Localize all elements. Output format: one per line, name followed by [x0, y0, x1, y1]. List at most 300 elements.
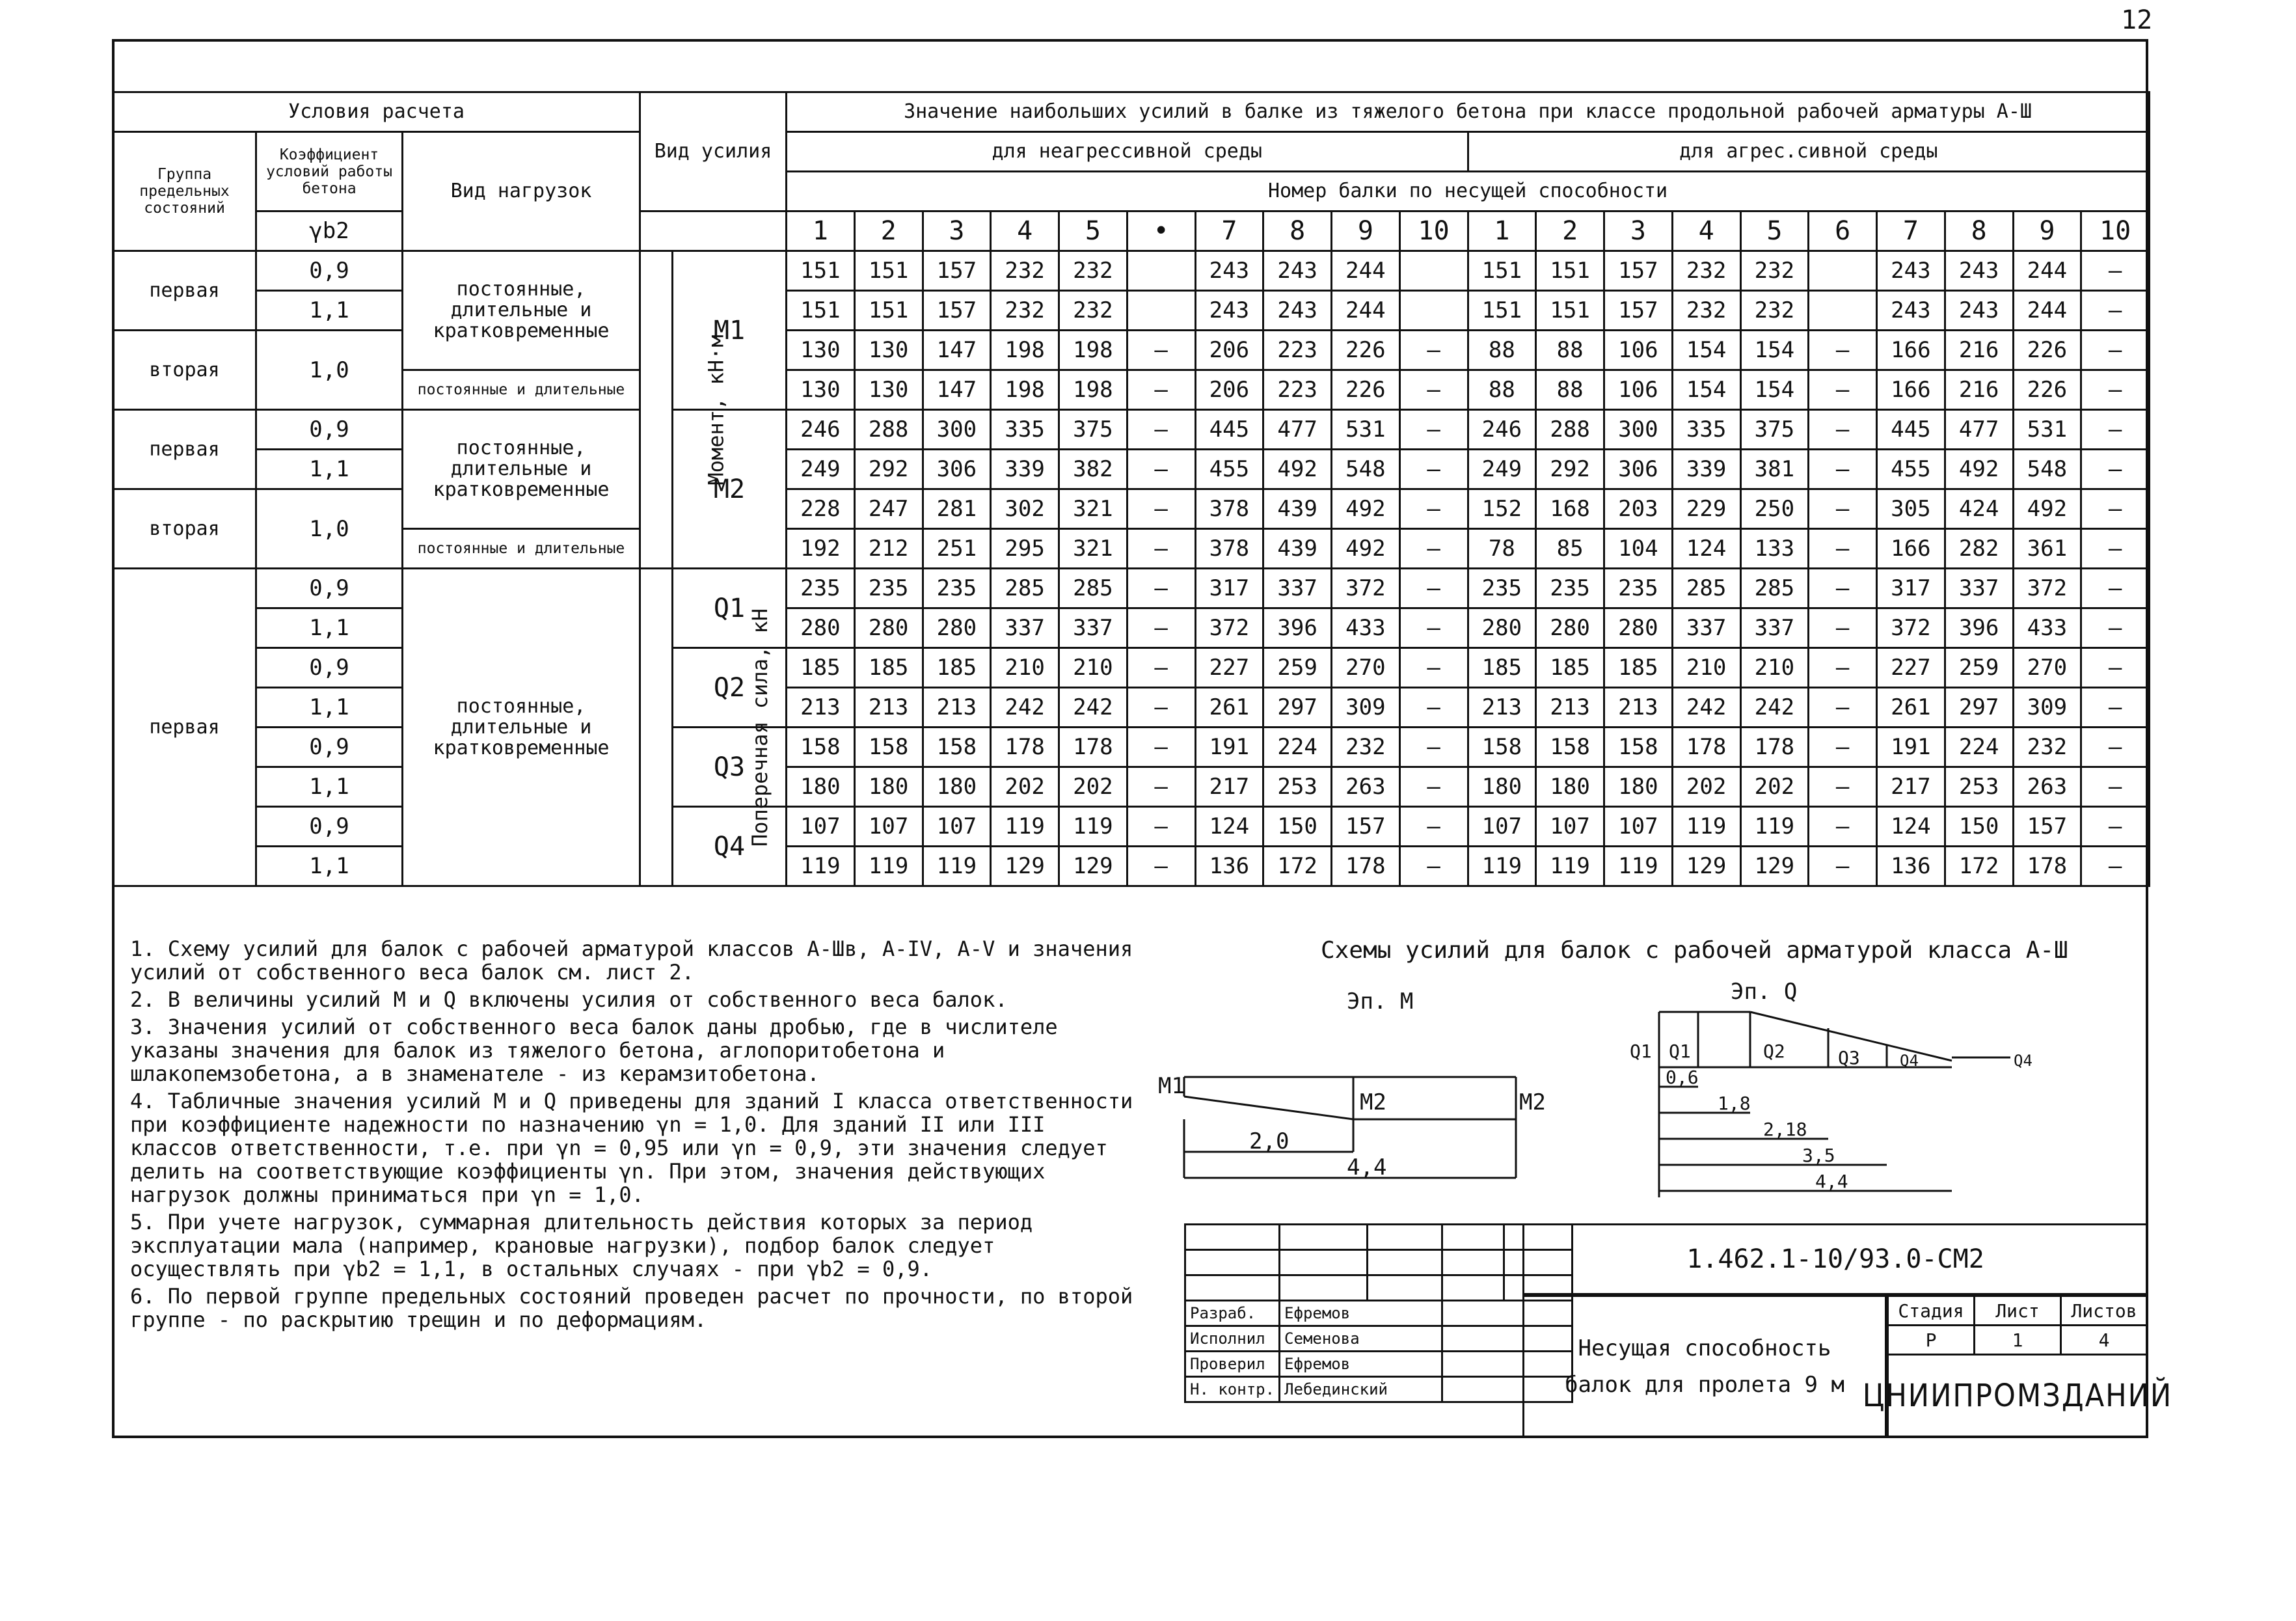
- value-cell-na: 158: [923, 728, 991, 767]
- value-cell-ag: 232: [2013, 728, 2081, 767]
- value-cell-ag: 292: [1536, 450, 1604, 489]
- value-cell-na: 119: [991, 807, 1059, 847]
- value-cell-na: —: [1127, 569, 1195, 608]
- sheet-header: Лист: [1975, 1296, 2061, 1326]
- blank-cell: [640, 211, 787, 251]
- value-cell-ag: —: [1809, 688, 1877, 728]
- value-cell-ag: 88: [1536, 331, 1604, 370]
- coef-cell: 0,9: [256, 728, 403, 767]
- value-cell-ag: —: [2081, 331, 2150, 370]
- value-cell-na: 206: [1195, 331, 1263, 370]
- ep-q-label: Эп. Q: [1731, 979, 1798, 1005]
- value-cell-ag: 178: [1740, 728, 1809, 767]
- value-cell-ag: 106: [1604, 370, 1673, 410]
- value-cell-ag: —: [2081, 608, 2150, 648]
- value-cell-na: [1399, 251, 1468, 291]
- value-cell-na: 270: [1332, 648, 1400, 688]
- value-cell-ag: 261: [1877, 688, 1945, 728]
- coef-cell: 1,1: [256, 847, 403, 886]
- value-cell-na: —: [1399, 410, 1468, 450]
- q-label-4: Q3: [1838, 1047, 1860, 1069]
- force-symbol: Q2: [673, 648, 787, 728]
- coef-cell: 0,9: [256, 410, 403, 450]
- ep-m-label: Эп. М: [1347, 988, 1414, 1015]
- value-cell-na: 300: [923, 410, 991, 450]
- value-cell-ag: 88: [1468, 370, 1536, 410]
- value-cell-ag: 477: [1945, 410, 2013, 450]
- table-row: [113, 569, 2150, 608]
- beam-number-na: 3: [923, 211, 991, 251]
- value-cell-na: 372: [1332, 569, 1400, 608]
- value-cell-ag: 372: [1877, 608, 1945, 648]
- value-cell-na: 337: [991, 608, 1059, 648]
- group-cell: вторая: [113, 489, 256, 569]
- value-cell-na: 107: [923, 807, 991, 847]
- value-cell-ag: —: [2081, 529, 2150, 569]
- value-cell-na: 232: [1332, 728, 1400, 767]
- value-cell-na: —: [1127, 728, 1195, 767]
- value-cell-na: 129: [991, 847, 1059, 886]
- value-cell-ag: 133: [1740, 529, 1809, 569]
- table-row: [113, 529, 2150, 569]
- value-cell-na: —: [1399, 529, 1468, 569]
- value-cell-ag: —: [1809, 529, 1877, 569]
- load-type-header: Вид нагрузок: [403, 132, 640, 251]
- table-row: [113, 410, 2150, 450]
- value-cell-na: 217: [1195, 767, 1263, 807]
- value-cell-ag: 270: [2013, 648, 2081, 688]
- value-cell-ag: 104: [1604, 529, 1673, 569]
- value-cell-na: 212: [854, 529, 923, 569]
- value-cell-ag: 151: [1536, 291, 1604, 331]
- value-cell-na: 295: [991, 529, 1059, 569]
- value-cell-ag: 158: [1468, 728, 1536, 767]
- value-cell-na: 261: [1195, 688, 1263, 728]
- value-cell-na: —: [1127, 767, 1195, 807]
- value-cell-na: 244: [1332, 251, 1400, 291]
- value-cell-na: 455: [1195, 450, 1263, 489]
- value-cell-ag: —: [1809, 807, 1877, 847]
- group-cell: первая: [113, 410, 256, 489]
- value-cell-na: 198: [1059, 331, 1128, 370]
- beam-number-na: 2: [854, 211, 923, 251]
- value-cell-na: 213: [787, 688, 855, 728]
- value-cell-ag: 455: [1877, 450, 1945, 489]
- value-cell-ag: 224: [1945, 728, 2013, 767]
- value-cell-ag: 246: [1468, 410, 1536, 450]
- force-symbol: M2: [673, 410, 787, 569]
- value-cell-ag: 119: [1536, 847, 1604, 886]
- value-cell-na: 129: [1059, 847, 1128, 886]
- value-cell-ag: 157: [2013, 807, 2081, 847]
- beam-number-ag: 9: [2013, 211, 2081, 251]
- value-cell-na: 158: [787, 728, 855, 767]
- sheet-title-line-1: Несущая способность: [1578, 1335, 1831, 1361]
- value-cell-ag: 168: [1536, 489, 1604, 529]
- value-cell-na: —: [1399, 450, 1468, 489]
- value-cell-ag: 210: [1740, 648, 1809, 688]
- value-cell-ag: 210: [1672, 648, 1740, 688]
- value-cell-na: 124: [1195, 807, 1263, 847]
- value-cell-ag: 180: [1536, 767, 1604, 807]
- value-cell-ag: 154: [1740, 370, 1809, 410]
- load-type-cell: постоянные, длительные и кратковременные: [403, 410, 640, 529]
- dim-q-2: 1,8: [1718, 1093, 1751, 1114]
- value-cell-na: 339: [991, 450, 1059, 489]
- stage-header: Стадия: [1888, 1296, 1975, 1326]
- value-cell-ag: 226: [2013, 331, 2081, 370]
- coef-cell: 0,9: [256, 648, 403, 688]
- value-cell-na: 213: [854, 688, 923, 728]
- q-label-3: Q2: [1763, 1041, 1785, 1062]
- value-cell-ag: 158: [1604, 728, 1673, 767]
- coef-header: Коэффициент условий работы бетона: [256, 132, 403, 211]
- value-cell-na: 247: [854, 489, 923, 529]
- name-1: Ефремов: [1280, 1301, 1442, 1326]
- value-cell-ag: 106: [1604, 331, 1673, 370]
- value-cell-ag: —: [1809, 648, 1877, 688]
- value-cell-ag: 280: [1468, 608, 1536, 648]
- value-cell-ag: 232: [1672, 251, 1740, 291]
- value-cell-ag: —: [2081, 370, 2150, 410]
- value-cell-na: 210: [991, 648, 1059, 688]
- value-cell-na: 191: [1195, 728, 1263, 767]
- value-cell-na: 157: [923, 251, 991, 291]
- value-cell-na: 492: [1263, 450, 1332, 489]
- value-cell-ag: 317: [1877, 569, 1945, 608]
- value-cell-na: 192: [787, 529, 855, 569]
- name-2: Семенова: [1280, 1326, 1442, 1352]
- value-cell-ag: 227: [1877, 648, 1945, 688]
- value-cell-na: 226: [1332, 370, 1400, 410]
- value-cell-na: 396: [1263, 608, 1332, 648]
- group-cell: вторая: [113, 331, 256, 410]
- value-cell-na: 297: [1263, 688, 1332, 728]
- value-cell-na: 321: [1059, 489, 1128, 529]
- value-cell-na: —: [1399, 728, 1468, 767]
- value-cell-na: 172: [1263, 847, 1332, 886]
- value-cell-ag: 375: [1740, 410, 1809, 450]
- value-cell-na: 157: [923, 291, 991, 331]
- sheet-number: 12: [2121, 5, 2153, 35]
- value-cell-na: 198: [991, 331, 1059, 370]
- value-cell-na: 548: [1332, 450, 1400, 489]
- value-cell-na: 210: [1059, 648, 1128, 688]
- value-cell-ag: 297: [1945, 688, 2013, 728]
- value-cell-ag: —: [2081, 569, 2150, 608]
- value-cell-na: 285: [1059, 569, 1128, 608]
- value-cell-na: —: [1399, 608, 1468, 648]
- role-2: Исполнил: [1185, 1326, 1280, 1352]
- value-cell-na: —: [1399, 370, 1468, 410]
- value-cell-ag: —: [1809, 489, 1877, 529]
- value-cell-ag: 85: [1536, 529, 1604, 569]
- value-cell-ag: 337: [1740, 608, 1809, 648]
- value-cell-ag: 339: [1672, 450, 1740, 489]
- value-cell-ag: —: [2081, 688, 2150, 728]
- value-cell-na: 280: [923, 608, 991, 648]
- beam-number-na: 4: [991, 211, 1059, 251]
- name-3: Ефремов: [1280, 1352, 1442, 1377]
- beam-number-na: 5: [1059, 211, 1128, 251]
- value-cell-na: —: [1127, 410, 1195, 450]
- value-cell-ag: 180: [1468, 767, 1536, 807]
- q-label-2: Q1: [1669, 1041, 1691, 1062]
- value-cell-na: 439: [1263, 529, 1332, 569]
- value-cell-na: 477: [1263, 410, 1332, 450]
- value-cell-ag: —: [1809, 767, 1877, 807]
- value-cell-ag: —: [2081, 450, 2150, 489]
- value-cell-na: 335: [991, 410, 1059, 450]
- value-cell-na: —: [1399, 767, 1468, 807]
- value-cell-na: 232: [1059, 251, 1128, 291]
- value-cell-na: 375: [1059, 410, 1128, 450]
- value-cell-ag: 250: [1740, 489, 1809, 529]
- value-cell-na: 235: [787, 569, 855, 608]
- load-type-cell: постоянные, длительные и кратковременные: [403, 569, 640, 886]
- axis-text: Момент, кН·м: [703, 334, 729, 485]
- sheet-title: [1522, 1295, 1887, 1438]
- value-cell-na: 150: [1263, 807, 1332, 847]
- value-cell-na: 130: [787, 370, 855, 410]
- sheets-value: 4: [2061, 1326, 2148, 1355]
- value-cell-ag: 226: [2013, 370, 2081, 410]
- force-symbol: Q4: [673, 807, 787, 886]
- value-cell-na: 445: [1195, 410, 1263, 450]
- value-cell-ag: 232: [1740, 251, 1809, 291]
- note-3: 3. Значения усилий от собственного веса балок даны дробью, где в числителе указаны значения для балок из тяжелого бетона, аглопоритобетона и шлакопемзобетона, а в знаменателе - из керамзитобетона.: [130, 1015, 1058, 1086]
- value-cell-ag: —: [1809, 569, 1877, 608]
- value-cell-na: [1399, 291, 1468, 331]
- note-1: 1. Схему усилий для балок с рабочей арматурой классов А-Шв, А-IV, А-V и значения усилий от собственного веса балок см. лист 2.: [130, 936, 1133, 985]
- value-cell-na: —: [1127, 331, 1195, 370]
- value-cell-na: —: [1127, 370, 1195, 410]
- value-cell-na: 147: [923, 370, 991, 410]
- coef-cell: 1,1: [256, 450, 403, 489]
- group-header: Группа предельных состояний: [113, 132, 256, 251]
- value-cell-ag: 119: [1672, 807, 1740, 847]
- value-cell-na: 185: [854, 648, 923, 688]
- value-cell-na: [1127, 251, 1195, 291]
- value-cell-na: —: [1127, 648, 1195, 688]
- value-cell-ag: 185: [1604, 648, 1673, 688]
- name-4: Лебединский: [1280, 1377, 1442, 1402]
- q-label-1: Q1: [1630, 1041, 1652, 1062]
- value-cell-na: 492: [1332, 489, 1400, 529]
- value-cell-na: 107: [854, 807, 923, 847]
- value-cell-na: —: [1399, 807, 1468, 847]
- value-cell-ag: 244: [2013, 251, 2081, 291]
- value-cell-ag: 337: [1945, 569, 2013, 608]
- value-cell-ag: —: [1809, 370, 1877, 410]
- value-cell-ag: 151: [1468, 251, 1536, 291]
- value-cell-ag: 232: [1740, 291, 1809, 331]
- sheet-value: 1: [1975, 1326, 2061, 1355]
- dim-q-3: 2,18: [1763, 1119, 1807, 1140]
- value-cell-na: 223: [1263, 370, 1332, 410]
- value-cell-ag: —: [1809, 608, 1877, 648]
- value-cell-ag: 244: [2013, 291, 2081, 331]
- coef-cell: 1,1: [256, 688, 403, 728]
- value-cell-na: 151: [854, 251, 923, 291]
- value-cell-na: 206: [1195, 370, 1263, 410]
- value-cell-na: —: [1399, 489, 1468, 529]
- value-cell-ag: 235: [1468, 569, 1536, 608]
- value-cell-ag: —: [2081, 489, 2150, 529]
- value-cell-na: 251: [923, 529, 991, 569]
- value-cell-ag: 154: [1672, 331, 1740, 370]
- value-cell-na: 243: [1263, 251, 1332, 291]
- axis-text: Поперечная сила, кН: [748, 608, 773, 847]
- role-3: Проверил: [1185, 1352, 1280, 1377]
- value-cell-na: 242: [991, 688, 1059, 728]
- value-cell-na: 157: [1332, 807, 1400, 847]
- value-cell-ag: 548: [2013, 450, 2081, 489]
- value-cell-ag: 280: [1536, 608, 1604, 648]
- value-cell-na: 280: [787, 608, 855, 648]
- q-label-5: Q4: [1900, 1052, 1919, 1070]
- value-cell-na: 309: [1332, 688, 1400, 728]
- value-cell-na: 243: [1195, 291, 1263, 331]
- coef-cell: 1,1: [256, 767, 403, 807]
- beam-number-ag: 5: [1740, 211, 1809, 251]
- value-cell-na: 119: [1059, 807, 1128, 847]
- value-cell-ag: 259: [1945, 648, 2013, 688]
- value-cell-ag: —: [2081, 807, 2150, 847]
- beam-number-na: 7: [1195, 211, 1263, 251]
- dim-q-1: 0,6: [1666, 1067, 1699, 1088]
- value-cell-ag: 172: [1945, 847, 2013, 886]
- beam-number-ag: 8: [1945, 211, 2013, 251]
- value-cell-na: —: [1127, 847, 1195, 886]
- value-cell-ag: 309: [2013, 688, 2081, 728]
- value-cell-ag: 216: [1945, 370, 2013, 410]
- coef-cell: 1,1: [256, 291, 403, 331]
- value-cell-ag: —: [1809, 331, 1877, 370]
- value-cell-ag: 124: [1877, 807, 1945, 847]
- value-cell-na: 244: [1332, 291, 1400, 331]
- value-cell-na: —: [1399, 648, 1468, 688]
- value-cell-ag: 166: [1877, 370, 1945, 410]
- value-cell-ag: 213: [1536, 688, 1604, 728]
- value-cell-ag: 151: [1536, 251, 1604, 291]
- organization-logo: ЦНИИПРОМЗДАНИЙ: [1887, 1354, 2148, 1438]
- value-cell-na: 119: [854, 847, 923, 886]
- value-cell-ag: 180: [1604, 767, 1673, 807]
- value-cell-ag: 151: [1468, 291, 1536, 331]
- value-cell-na: 147: [923, 331, 991, 370]
- coef-cell: 0,9: [256, 807, 403, 847]
- value-cell-ag: 285: [1672, 569, 1740, 608]
- group-cell: первая: [113, 251, 256, 331]
- value-cell-ag: 531: [2013, 410, 2081, 450]
- value-cell-na: —: [1127, 688, 1195, 728]
- value-cell-ag: 285: [1740, 569, 1809, 608]
- force-type-header: Вид усилия: [640, 92, 787, 211]
- dim-m-1: 2,0: [1249, 1128, 1290, 1154]
- value-cell-na: 130: [787, 331, 855, 370]
- value-cell-ag: 249: [1468, 450, 1536, 489]
- value-cell-ag: 166: [1877, 529, 1945, 569]
- role-1: Разраб.: [1185, 1301, 1280, 1326]
- value-cell-na: 178: [1332, 847, 1400, 886]
- value-cell-ag: 158: [1536, 728, 1604, 767]
- value-cell-ag: 213: [1468, 688, 1536, 728]
- coef-cell: 0,9: [256, 569, 403, 608]
- forces-table: [112, 91, 2150, 887]
- force-symbol: M1: [673, 251, 787, 410]
- value-cell-ag: 335: [1672, 410, 1740, 450]
- value-cell-na: 372: [1195, 608, 1263, 648]
- moment-axis-label: [640, 251, 729, 569]
- value-cell-ag: —: [2081, 847, 2150, 886]
- value-cell-na: [1127, 291, 1195, 331]
- value-cell-ag: 381: [1740, 450, 1809, 489]
- value-cell-ag: —: [2081, 291, 2150, 331]
- notes-block: [130, 937, 1145, 1335]
- value-cell-ag: 337: [1672, 608, 1740, 648]
- value-cell-ag: —: [2081, 251, 2150, 291]
- non-aggressive-header: для неагрессивной среды: [787, 132, 1468, 172]
- beam-number-na: 10: [1399, 211, 1468, 251]
- value-cell-na: 382: [1059, 450, 1128, 489]
- value-cell-na: 185: [923, 648, 991, 688]
- value-cell-ag: 157: [1604, 291, 1673, 331]
- value-cell-na: 151: [854, 291, 923, 331]
- value-cell-ag: 152: [1468, 489, 1536, 529]
- value-cell-ag: —: [2081, 728, 2150, 767]
- table-row: [113, 370, 2150, 410]
- value-cell-ag: 305: [1877, 489, 1945, 529]
- value-cell-na: —: [1127, 807, 1195, 847]
- value-cell-na: 492: [1332, 529, 1400, 569]
- value-cell-ag: 229: [1672, 489, 1740, 529]
- value-cell-na: 263: [1332, 767, 1400, 807]
- main-title: Значение наибольших усилий в балке из тяжелого бетона при классе продольной рабочей арматуры А-Ш: [787, 92, 2150, 132]
- value-cell-na: 378: [1195, 489, 1263, 529]
- dim-m-2: 4,4: [1347, 1154, 1387, 1180]
- value-cell-na: 224: [1263, 728, 1332, 767]
- value-cell-ag: 282: [1945, 529, 2013, 569]
- value-cell-ag: 154: [1740, 331, 1809, 370]
- value-cell-ag: 280: [1604, 608, 1673, 648]
- value-cell-ag: 492: [1945, 450, 2013, 489]
- value-cell-ag: 124: [1672, 529, 1740, 569]
- role-4: Н. контр.: [1185, 1377, 1280, 1402]
- value-cell-na: 337: [1059, 608, 1128, 648]
- dim-q-5: 4,4: [1815, 1171, 1848, 1192]
- m2-right-label: M2: [1519, 1089, 1546, 1115]
- value-cell-na: 439: [1263, 489, 1332, 529]
- value-cell-na: 531: [1332, 410, 1400, 450]
- value-cell-na: 232: [991, 251, 1059, 291]
- value-cell-na: 280: [854, 608, 923, 648]
- value-cell-ag: 107: [1604, 807, 1673, 847]
- conditions-header: Условия расчета: [113, 92, 640, 132]
- value-cell-na: 232: [991, 291, 1059, 331]
- value-cell-ag: —: [1809, 410, 1877, 450]
- value-cell-ag: 243: [1877, 251, 1945, 291]
- value-cell-na: 302: [991, 489, 1059, 529]
- m1-label: M1: [1158, 1073, 1185, 1099]
- m2-label: M2: [1360, 1089, 1386, 1115]
- stage-table: [1887, 1295, 2148, 1355]
- value-cell-na: 433: [1332, 608, 1400, 648]
- value-cell-ag: 306: [1604, 450, 1673, 489]
- table-row: [113, 251, 2150, 291]
- beam-number-ag: 7: [1877, 211, 1945, 251]
- coef-cell: 0,9: [256, 251, 403, 291]
